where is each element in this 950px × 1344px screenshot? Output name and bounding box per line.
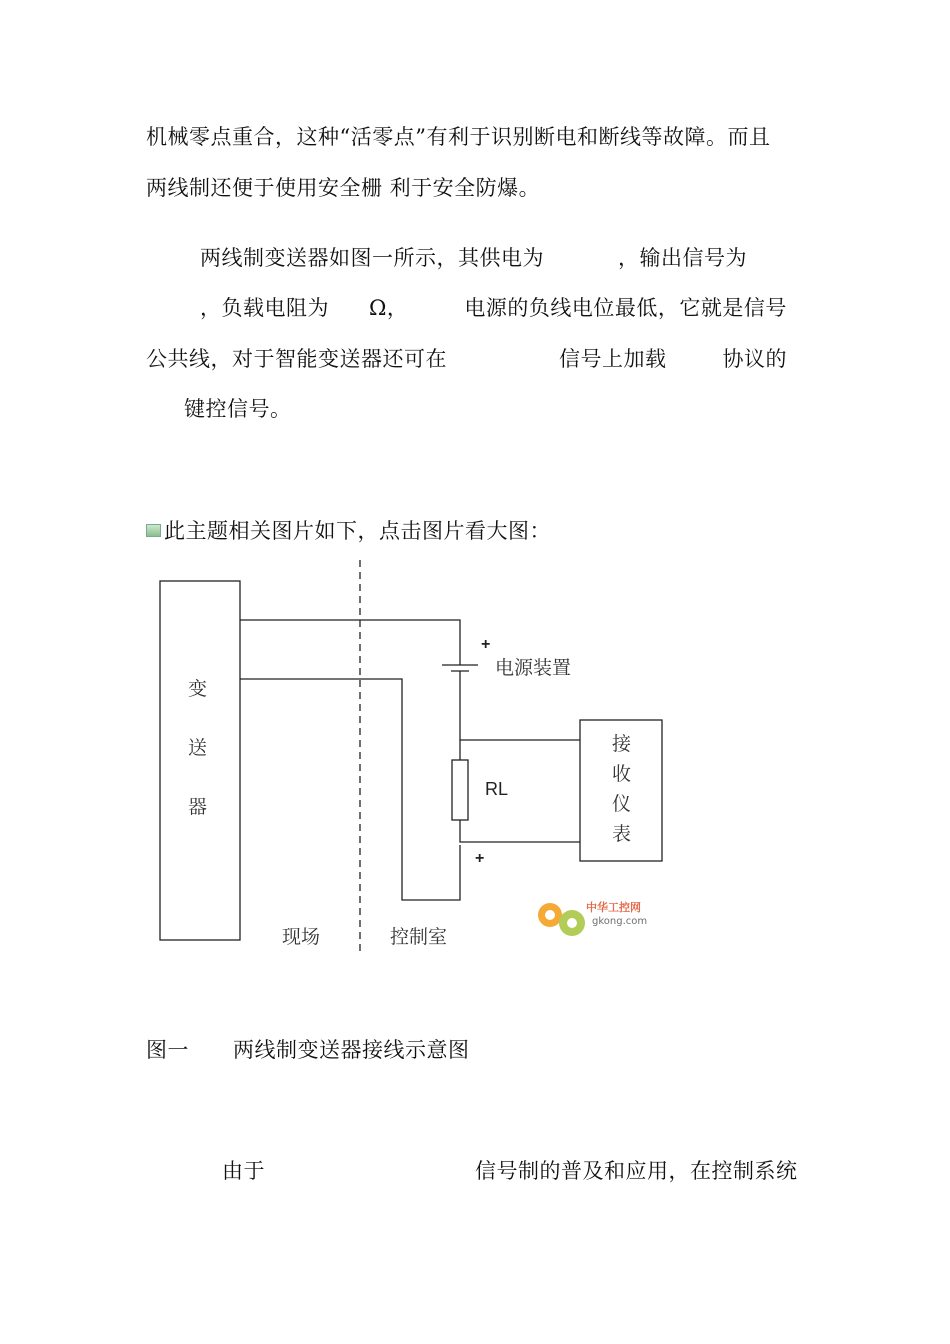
- text: 键控信号。: [184, 397, 292, 421]
- resistor-label: RL: [485, 779, 509, 799]
- text: 信号制的普及和应用，在控制系统: [475, 1159, 798, 1183]
- text: 机械零点重合，这种“活零点”有利于识别断电和断线等故障。而且: [146, 125, 771, 149]
- plus-top: +: [481, 636, 491, 653]
- ohm-text: Ω，: [369, 296, 409, 320]
- transmitter-char: 器: [188, 796, 208, 818]
- text: 协议的: [722, 347, 787, 371]
- wire-to-receiver-top: [460, 671, 580, 740]
- paragraph-2-line-2: [200, 295, 787, 321]
- image-icon: [146, 524, 161, 537]
- plus-bottom: +: [475, 850, 485, 867]
- watermark-logo: [538, 900, 647, 936]
- text: 电源的负线电位最低，它就是信号: [464, 296, 787, 320]
- figure-title: 两线制变送器接线示意图: [233, 1038, 470, 1062]
- text: 公共线，对于智能变送器还可在: [146, 347, 447, 371]
- power-label: 电源装置: [495, 657, 572, 679]
- paragraph-3-line-1: [222, 1158, 798, 1184]
- control-room-label: 控制室: [390, 926, 448, 948]
- transmitter-box: [160, 581, 240, 940]
- transmitter-char: 变: [188, 678, 208, 700]
- text: 两线制变送器如图一所示，其供电为: [200, 246, 544, 270]
- transmitter-char: 送: [188, 737, 208, 759]
- watermark-en: gkong.com: [592, 916, 648, 927]
- text: ，输出信号为: [618, 246, 747, 270]
- figure-caption: [146, 1037, 470, 1063]
- figure-number: 图一: [146, 1038, 189, 1062]
- wire-top: [240, 620, 460, 665]
- text: 信号上加载: [559, 347, 667, 371]
- image-notice-text: 此主题相关图片如下，点击图片看大图：: [164, 519, 551, 543]
- receiver-char: 表: [612, 823, 632, 845]
- wire-from-resistor: [460, 820, 580, 842]
- paragraph-2-line-3: [146, 346, 787, 372]
- resistor: [452, 760, 468, 820]
- receiver-char: 收: [612, 763, 632, 785]
- field-label: 现场: [282, 926, 321, 948]
- paragraph-2-line-4: [184, 396, 292, 422]
- text: 由于: [222, 1159, 265, 1183]
- paragraph-1-line-2: [146, 175, 540, 201]
- watermark-cn: 中华工控网: [586, 901, 641, 914]
- text: 两线制还便于使用安全栅 利于安全防爆。: [146, 176, 541, 200]
- text: ，负载电阻为: [200, 296, 329, 320]
- paragraph-1-line-1: [146, 124, 770, 150]
- receiver-char: 接: [612, 733, 632, 755]
- image-notice[interactable]: [146, 518, 551, 544]
- wiring-diagram[interactable]: [140, 555, 680, 965]
- wire-lower: [240, 679, 460, 900]
- receiver-char: 仪: [612, 793, 632, 815]
- paragraph-2-line-1: [200, 245, 747, 271]
